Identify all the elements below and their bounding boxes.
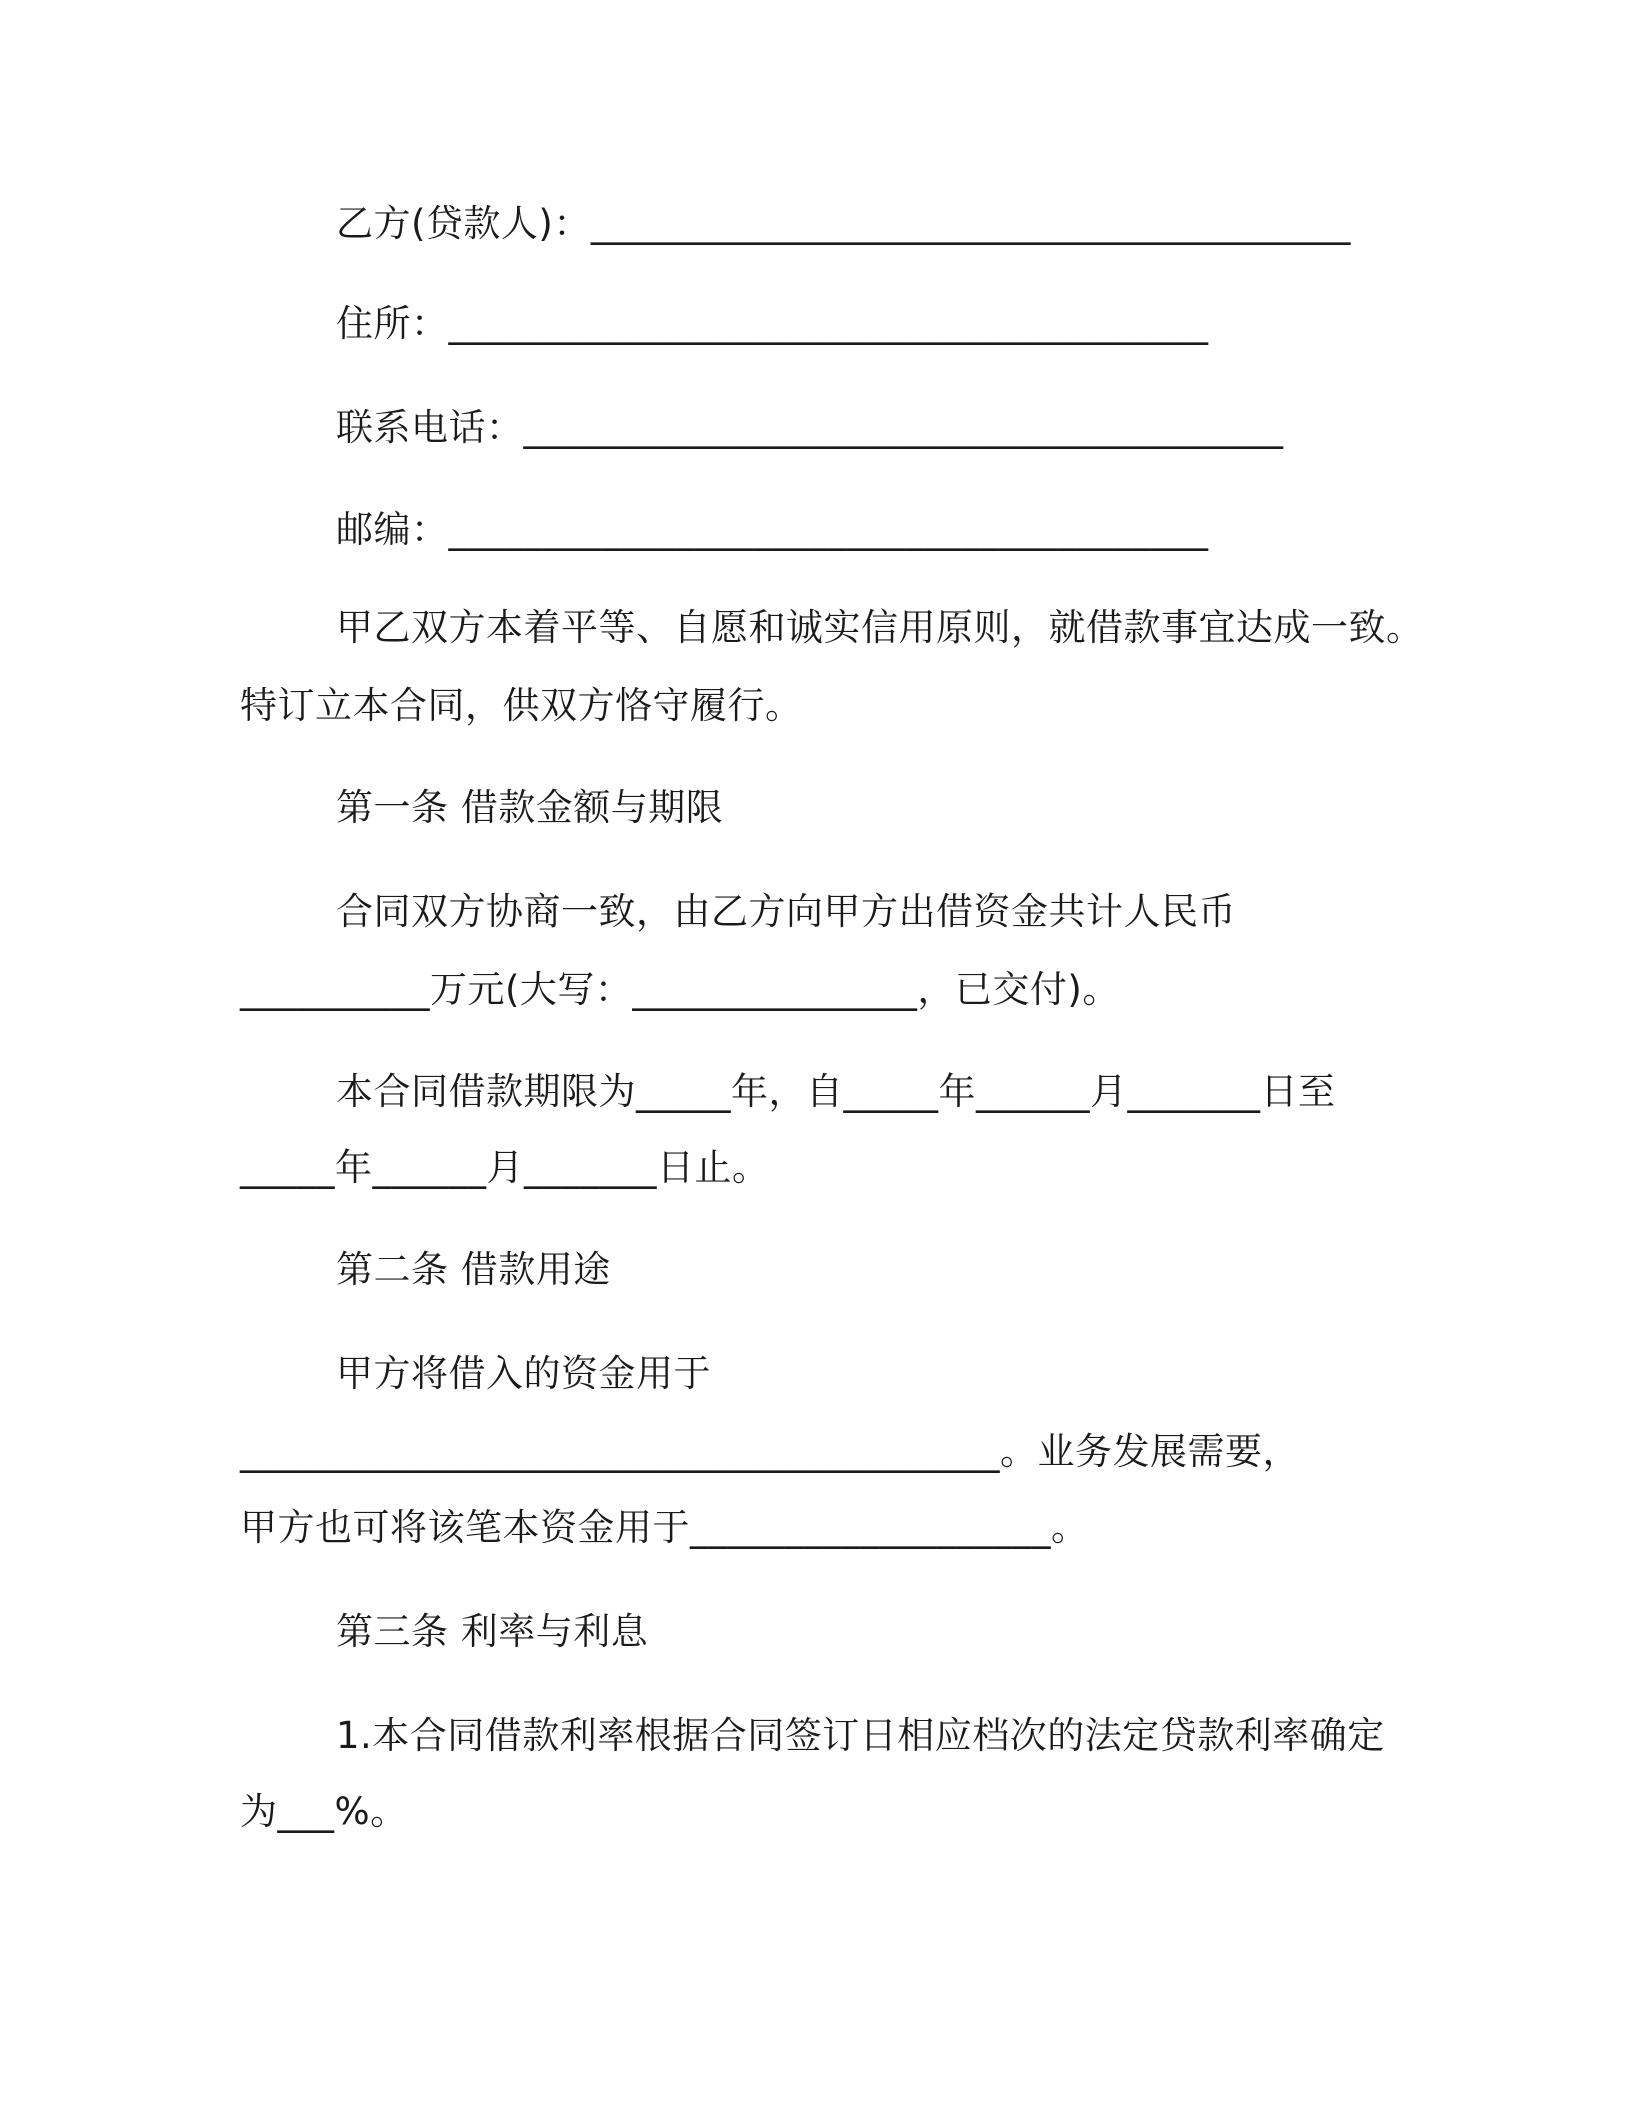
address-line: 住所：________________________________________	[336, 302, 1209, 345]
article-1-paragraph-2-line-2: _____年______月_______日止。	[240, 1146, 770, 1189]
article-2-title: 第二条 借款用途	[336, 1248, 611, 1291]
article-2-paragraph-line-1: 甲方将借入的资金用于	[336, 1352, 711, 1395]
article-3-item-1-line-2: 为___%。	[240, 1790, 408, 1833]
article-2-paragraph-line-2: ________________________________________。业务发展需要，	[240, 1430, 1300, 1473]
preamble-line-1: 甲乙双方本着平等、自愿和诚实信用原则，就借款事宜达成一致。	[336, 606, 1424, 649]
party-b-lender-line: 乙方(贷款人)：________________________________________	[336, 202, 1351, 245]
article-1-title: 第一条 借款金额与期限	[336, 786, 724, 829]
article-3-item-1-line-1: 1.本合同借款利率根据合同签订日相应档次的法定贷款利率确定	[336, 1714, 1385, 1757]
postcode-line: 邮编：________________________________________	[336, 508, 1209, 551]
article-3-title: 第三条 利率与利息	[336, 1610, 649, 1653]
article-1-paragraph-2-line-1: 本合同借款期限为_____年，自_____年______月_______日至	[336, 1070, 1336, 1113]
phone-line: 联系电话：________________________________________	[336, 406, 1284, 449]
preamble-line-2: 特订立本合同，供双方恪守履行。	[240, 684, 803, 727]
article-1-paragraph-1-line-2: __________万元(大写：_______________，已交付)。	[240, 968, 1120, 1011]
article-1-paragraph-1-line-1: 合同双方协商一致，由乙方向甲方出借资金共计人民币	[336, 890, 1236, 933]
article-2-paragraph-line-3: 甲方也可将该笔本资金用于___________________。	[240, 1506, 1089, 1549]
